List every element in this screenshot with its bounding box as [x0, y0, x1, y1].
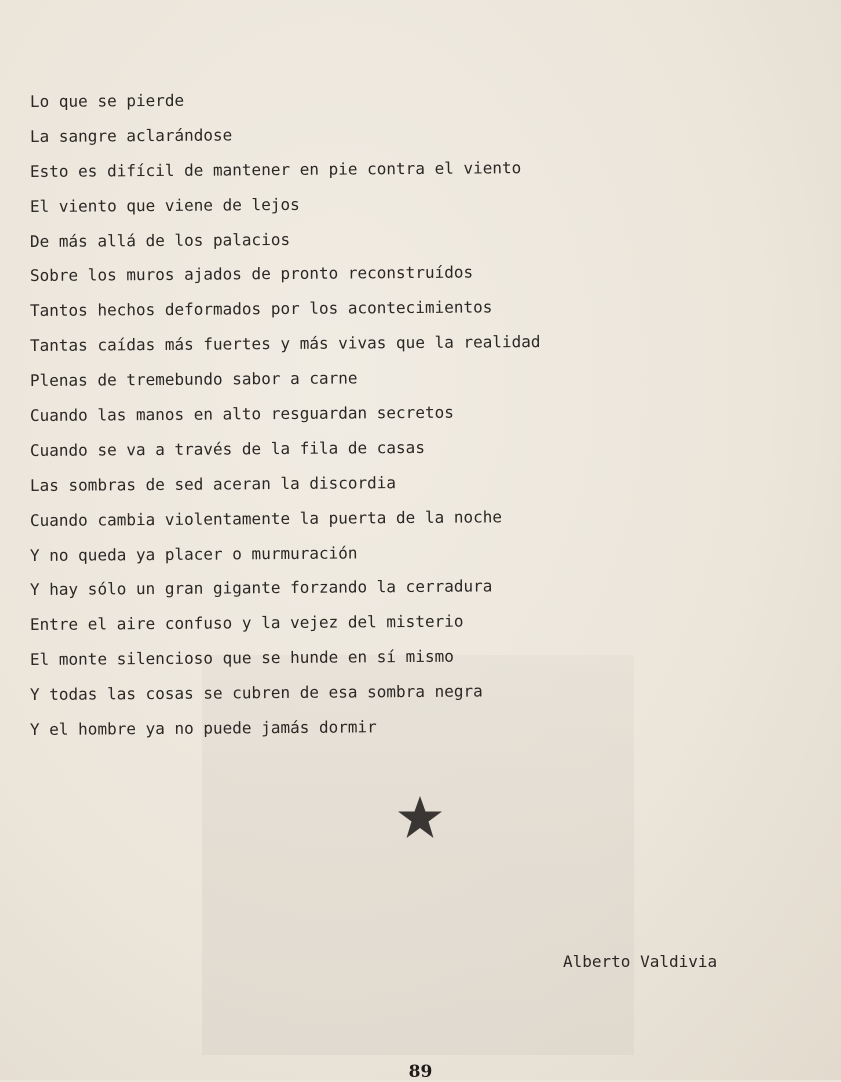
poem-line: Lo que se pierde — [29, 90, 185, 111]
poem-line: El monte silencioso que se hunde en sí mismo — [29, 646, 454, 670]
poem-line: Cuando las manos en alto resguardan secretos — [29, 402, 454, 426]
poem-line: Sobre los muros ajados de pronto reconstruídos — [29, 262, 474, 286]
poem-line: Cuando cambia violentamente la puerta de la noche — [29, 506, 503, 530]
poem-line: Tantos hechos deformados por los acontecimientos — [29, 297, 493, 321]
poem — [30, 88, 810, 751]
poem-line: Y hay sólo un gran gigante forzando la cerradura — [29, 576, 493, 600]
poem-line: Cuando se va a través de la fila de casas — [29, 437, 425, 460]
page-number: 89 — [408, 1062, 433, 1082]
poem-line: Tantas caídas más fuertes y más vivas que la realidad — [29, 332, 541, 356]
poem-line: La sangre aclarándose — [29, 125, 233, 146]
author-signature: Alberto Valdivia — [563, 952, 718, 971]
poem-line: De más allá de los palacios — [29, 229, 291, 251]
poem-line: Entre el aire confuso y la vejez del misterio — [29, 611, 464, 635]
poem-line: Y todas las cosas se cubren de esa sombra negra — [29, 681, 483, 705]
poem-line: Y no queda ya placer o murmuración — [29, 543, 358, 565]
poem-line: Esto es difícil de mantener en pie contra el viento — [29, 157, 522, 181]
poem-line: Las sombras de sed aceran la discordia — [29, 472, 397, 495]
star-icon — [396, 794, 444, 842]
poem-line: Y el hombre ya no puede jamás dormir — [29, 717, 377, 740]
poem-line: Plenas de tremebundo sabor a carne — [29, 368, 358, 391]
poem-line: El viento que viene de lejos — [29, 194, 300, 216]
